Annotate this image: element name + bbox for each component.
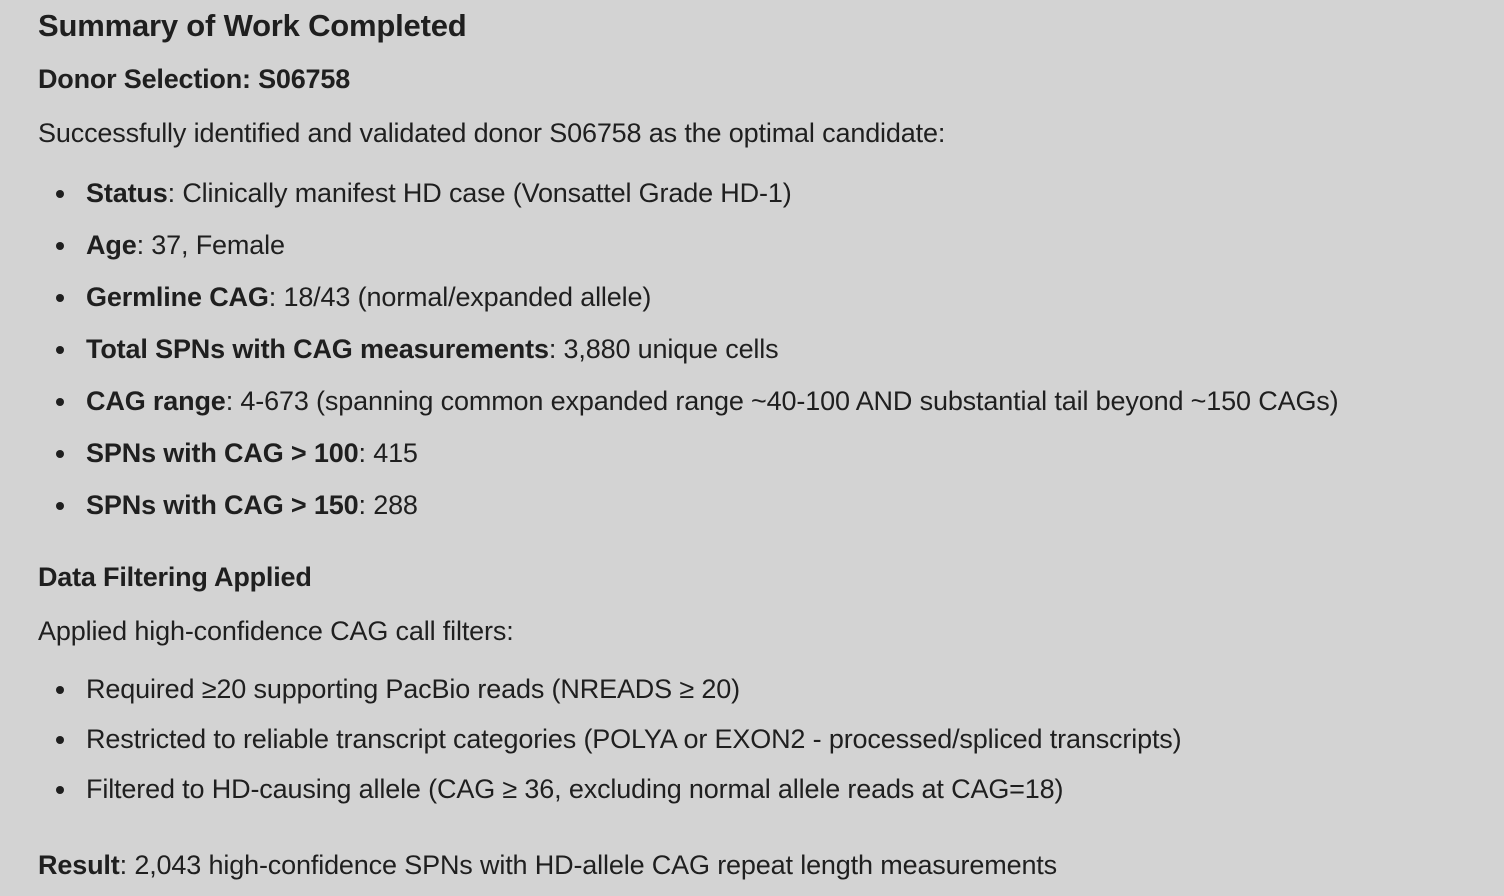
result-label: Result	[38, 850, 120, 880]
data-filtering-heading: Data Filtering Applied	[38, 562, 312, 592]
summary-title: Summary of Work Completed	[38, 8, 467, 43]
item-label: CAG range	[86, 386, 226, 416]
item-text: : 415	[358, 438, 418, 468]
donor-selection-heading: Donor Selection: S06758	[38, 64, 351, 94]
item-label: SPNs with CAG > 150	[86, 490, 359, 520]
item-text: : 4-673 (spanning common expanded range ~40-100 AND substantial tail beyond ~150 CAGs)	[225, 386, 1339, 416]
item-label: Status	[86, 178, 168, 208]
item-text: : Clinically manifest HD case (Vonsattel Grade HD-1)	[167, 178, 792, 208]
item-text: : 288	[358, 490, 418, 520]
item-label: Total SPNs with CAG measurements	[86, 334, 549, 364]
donor-intro-text: Successfully identified and validated donor S06758 as the optimal candidate:	[38, 118, 946, 148]
item-label: SPNs with CAG > 100	[86, 438, 359, 468]
bullet-icon	[56, 450, 64, 458]
item-text: Required ≥20 supporting PacBio reads (NREADS ≥ 20)	[86, 674, 740, 704]
item-label: Germline CAG	[86, 282, 269, 312]
item-label: Age	[86, 230, 137, 260]
item-text: : 37, Female	[136, 230, 285, 260]
filter-intro-text: Applied high-confidence CAG call filters:	[38, 616, 514, 646]
bullet-icon	[56, 736, 64, 744]
bullet-icon	[56, 294, 64, 302]
result-paragraph	[38, 850, 1057, 881]
item-text: : 18/43 (normal/expanded allele)	[268, 282, 652, 312]
bullet-icon	[56, 346, 64, 354]
bullet-icon	[56, 686, 64, 694]
bullet-icon	[56, 190, 64, 198]
bullet-icon	[56, 242, 64, 250]
item-text: Restricted to reliable transcript categories (POLYA or EXON2 - processed/spliced transcripts)	[86, 724, 1182, 754]
item-text: Filtered to HD-causing allele (CAG ≥ 36, excluding normal allele reads at CAG=18)	[86, 774, 1064, 804]
bullet-icon	[56, 398, 64, 406]
bullet-icon	[56, 502, 64, 510]
item-text: : 3,880 unique cells	[548, 334, 779, 364]
result-text: : 2,043 high-confidence SPNs with HD-allele CAG repeat length measurements	[119, 850, 1058, 880]
bullet-icon	[56, 786, 64, 794]
